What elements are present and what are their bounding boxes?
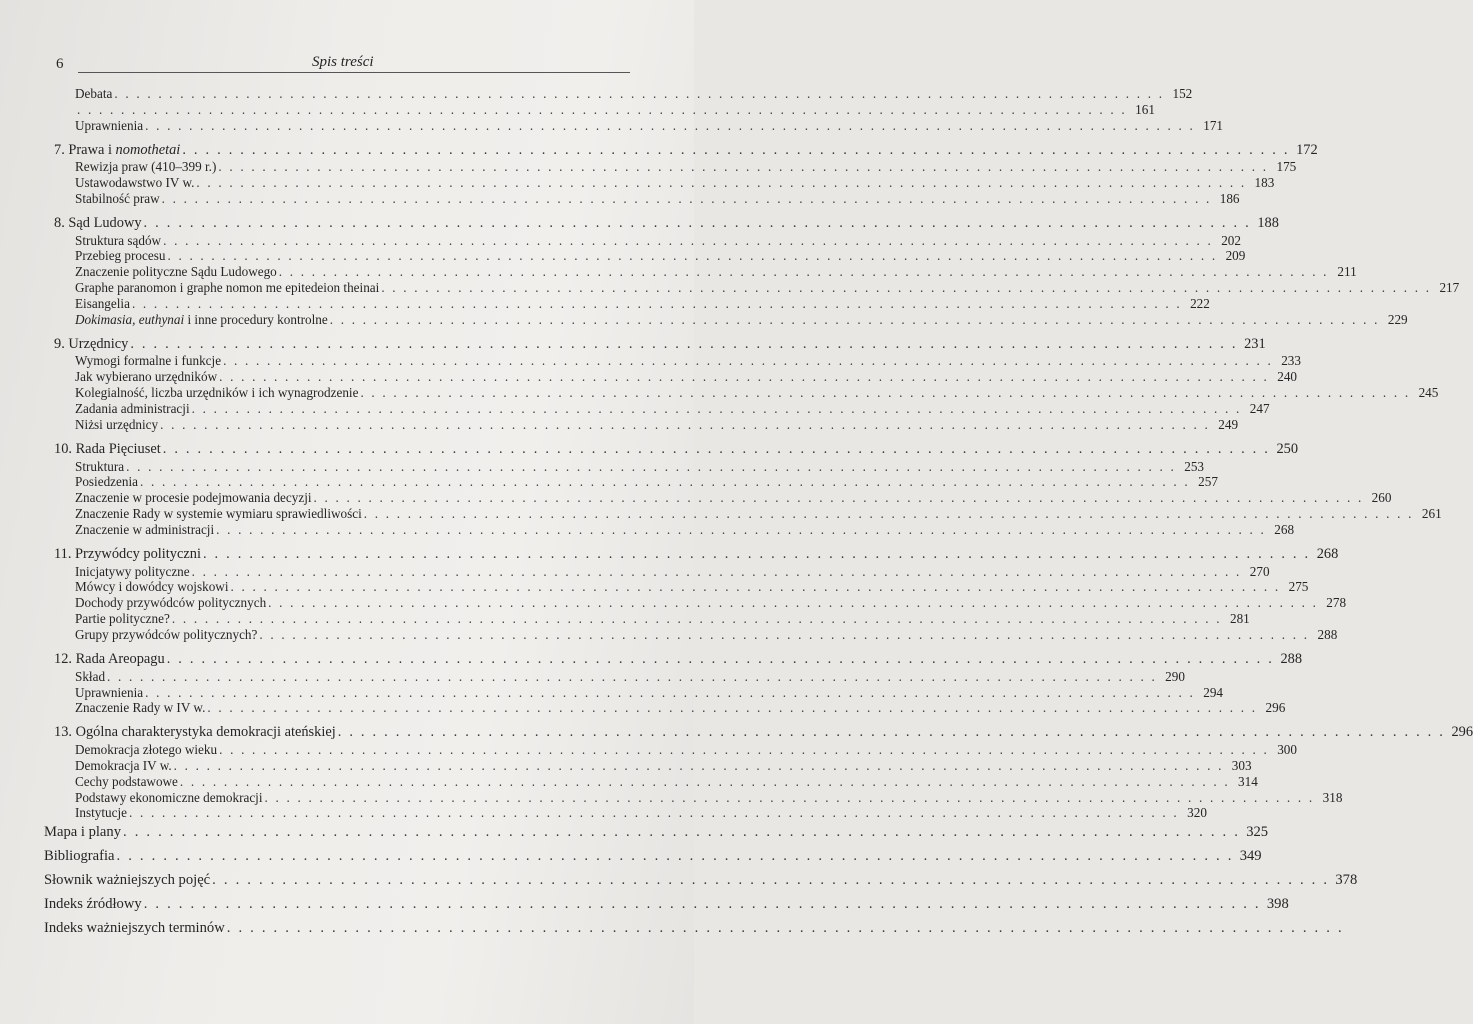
toc-entry — [44, 611, 1250, 627]
leader-dots: . . . . . . . . . . . . . . . . . . . . . . . . . . . . . . . . . . . . . . . . . . . . . . . . . . . . . . . . . . . . . . . . . . . . . . . . . . . . . . . . . . . . . . . . . . . . . . . . — [219, 369, 1269, 385]
section-gap — [44, 716, 632, 724]
toc-entry-label: Grupy przywódców politycznych? — [75, 627, 258, 643]
section-gap — [44, 433, 632, 441]
toc-entry-label-part: 7. Prawa i — [54, 141, 116, 158]
toc-entry-label: Bibliografia — [44, 848, 115, 865]
header-title: Spis treści — [312, 54, 374, 70]
leader-dots: . . . . . . . . . . . . . . . . . . . . . . . . . . . . . . . . . . . . . . . . . . . . . . . . . . . . . . . . . . . . . . . . . . . . . . . . . . . . . . . . . . . . . . . . . . . . . . . . — [163, 232, 1213, 248]
toc-entry-page: 294 — [1203, 684, 1224, 700]
toc-entry-page: 152 — [1172, 86, 1193, 101]
toc-entry-page: 217 — [1439, 280, 1460, 296]
toc-entry-page: 260 — [1371, 490, 1392, 506]
toc-entry-label: Rewizja praw (410–399 r.) — [75, 159, 217, 175]
toc-entry-label: Wymogi formalne i funkcje — [75, 353, 222, 369]
leader-dots: . . . . . . . . . . . . . . . . . . . . . . . . . . . . . . . . . . . . . . . . . . . . . . . . . . . . . . . . . . . . . . . . . . . . . . . . . . . . . . . . . . . . . . . . . . . . . . . . — [131, 296, 1182, 312]
leader-dots: . . . . . . . . . . . . . . . . . . . . . . . . . . . . . . . . . . . . . . . . . . . . . . . . . . . . . . . . . . . . . . . . . . . . . . . . . . . . . . . . . . . . . . . . . . . . . . . . — [116, 848, 1234, 865]
leader-dots: . . . . . . . . . . . . . . . . . . . . . . . . . . . . . . . . . . . . . . . . . . . . . . . . . . . . . . . . . . . . . . . . . . . . . . . . . . . . . . . . . . . . . . . . . . . . . . . . — [143, 895, 1261, 912]
toc-entry — [44, 474, 1218, 490]
toc-entry-page: 247 — [1249, 401, 1270, 417]
toc-entry — [44, 296, 1210, 312]
toc-entry — [44, 353, 1301, 369]
toc-entry-label-part: i inne procedury kontrolne — [184, 311, 328, 327]
leader-dots: . . . . . . . . . . . . . . . . . . . . . . . . . . . . . . . . . . . . . . . . . . . . . . . . . . . . . . . . . . . . . . . . . . . . . . . . . . . . . . . . . . . . . . . . . . . . . . . . — [107, 668, 1157, 684]
toc-entry — [44, 789, 1343, 806]
leader-dots: . . . . . . . . . . . . . . . . . . . . . . . . . . . . . . . . . . . . . . . . . . . . . . . . . . . . . . . . . . . . . . . . . . . . . . . . . . . . . . . . . . . . . . . . . . . . . . . . — [230, 579, 1281, 595]
toc-entry-page: 300 — [1277, 741, 1297, 757]
leader-dots: . . . . . . . . . . . . . . . . . . . . . . . . . . . . . . . . . . . . . . . . . . . . . . . . . . . . . . . . . . . . . . . . . . . . . . . . . . . . . . . . . . . . . . . . . . . . . . . . — [126, 458, 1176, 474]
leader-dots: . . . . . . . . . . . . . . . . . . . . . . . . . . . . . . . . . . . . . . . . . . . . . . . . . . . . . . . . . . . . . . . . . . . . . . . . . . . . . . . . . . . . . . . . . . . . . . . . — [196, 175, 1247, 191]
leader-dots: . . . . . . . . . . . . . . . . . . . . . . . . . . . . . . . . . . . . . . . . . . . . . . . . . . . . . . . . . . . . . . . . . . . . . . . . . . . . . . . . . . . . . . . . . . . . . . . . — [167, 248, 1218, 264]
toc-entry-label: Demokracja złotego wieku — [75, 741, 218, 757]
toc-entry — [44, 757, 1252, 774]
toc-entry-label: Dochody przywódców politycznych — [75, 595, 267, 611]
section-gap — [44, 134, 632, 142]
toc-entry-label: 9. Urzędnicy — [54, 335, 129, 352]
toc-entry-label: Słownik ważniejszych pojęć — [44, 871, 211, 888]
toc-entry — [44, 86, 1193, 102]
toc-entry-page: 171 — [1203, 117, 1224, 133]
toc-entry-label: Eisangelia — [75, 296, 130, 312]
toc-entry-page: 320 — [1187, 805, 1207, 821]
header-rule — [78, 72, 630, 73]
toc-entry-page: 296 — [1451, 724, 1473, 741]
toc-entry-label: Jak wybierano urzędników — [75, 369, 218, 385]
toc-entry — [44, 700, 1286, 716]
toc-entry-label: 13. Ogólna charakterystyka demokracji ateńskiej — [54, 724, 336, 741]
leader-dots: . . . . . . . . . . . . . . . . . . . . . . . . . . . . . . . . . . . . . . . . . . . . . . . . . . . . . . . . . . . . . . . . . . . . . . . . . . . . . . . . . . . . . . . . . . . . . . . . — [264, 789, 1315, 805]
leader-dots: . . . . . . . . . . . . . . . . . . . . . . . . . . . . . . . . . . . . . . . . . . . . . . . . . . . . . . . . . . . . . . . . . . . . . . . . . . . . . . . . . . . . . . . . . . . . . . . . — [337, 724, 1446, 741]
leader-dots: . . . . . . . . . . . . . . . . . . . . . . . . . . . . . . . . . . . . . . . . . . . . . . . . . . . . . . . . . . . . . . . . . . . . . . . . . . . . . . . . . . . . . . . . . . . . . . . . — [207, 700, 1258, 716]
toc-entry — [44, 369, 1297, 385]
toc-entry — [44, 385, 1439, 401]
toc-entry-label: Niżsi urzędnicy — [75, 417, 159, 433]
toc-entry-page: 188 — [1257, 214, 1279, 231]
toc-entry-label: 11. Przywódcy polityczni — [54, 545, 201, 562]
toc-entry-page: 296 — [1265, 700, 1286, 716]
section-gap — [44, 538, 632, 546]
toc-entry-page: 268 — [1316, 545, 1339, 562]
toc-entry-page: 398 — [1266, 895, 1289, 912]
leader-dots: . . . . . . . . . . . . . . . . . . . . . . . . . . . . . . . . . . . . . . . . . . . . . . . . . . . . . . . . . . . . . . . . . . . . . . . . . . . . . . . . . . . . . . . . . . . . . . . . — [143, 214, 1251, 231]
toc-entry — [44, 741, 1297, 758]
toc-entry-label: Znaczenie w administracji — [75, 522, 215, 538]
toc-entry — [44, 141, 1318, 160]
leader-dots: . . . . . . . . . . . . . . . . . . . . . . . . . . . . . . . . . . . . . . . . . . . . . . . . . . . . . . . . . . . . . . . . . . . . . . . . . . . . . . . . . . . . . . . . . . . . . . . . — [160, 417, 1211, 433]
leader-dots: . . . . . . . . . . . . . . . . . . . . . . . . . . . . . . . . . . . . . . . . . . . . . . . . . . . . . . . . . . . . . . . . . . . . . . . . . . . . . . . . . . . . . . . . . . . . . . . . — [360, 385, 1411, 401]
toc-entry-label-part: Dokimasia, euthynai — [75, 311, 185, 327]
leader-dots: . . . . . . . . . . . . . . . . . . . . . . . . . . . . . . . . . . . . . . . . . . . . . . . . . . . . . . . . . . . . . . . . . . . . . . . . . . . . . . . . . . . . . . . . . . . . . . . . — [182, 141, 1290, 158]
leader-dots: . . . . . . . . . . . . . . . . . . . . . . . . . . . . . . . . . . . . . . . . . . . . . . . . . . . . . . . . . . . . . . . . . . . . . . . . . . . . . . . . . . . . . . . . . . . . . . . . — [218, 159, 1269, 175]
toc-entry-page: 278 — [1326, 595, 1347, 611]
toc-entry-page: 281 — [1229, 611, 1250, 627]
toc-entry — [44, 280, 1460, 296]
toc-entry — [44, 627, 1338, 643]
toc-entry-label — [44, 142, 180, 160]
toc-entry-page: 175 — [1276, 159, 1297, 175]
toc-entry — [44, 490, 1392, 506]
toc-entry-label: Znaczenie Rady w systemie wymiaru sprawiedliwości — [75, 506, 362, 522]
toc-entry — [44, 522, 1295, 538]
header-page-number: 6 — [56, 56, 64, 72]
running-header — [50, 52, 630, 74]
toc-entry-page: 378 — [1335, 871, 1358, 888]
leader-dots: . . . . . . . . . . . . . . . . . . . . . . . . . . . . . . . . . . . . . . . . . . . . . . . . . . . . . . . . . . . . . . . . . . . . . . . . . . . . . . . . . . . . . . . . . . . . . . . . — [129, 805, 1179, 821]
section-gap — [44, 207, 632, 215]
leader-dots: . . . . . . . . . . . . . . . . . . . . . . . . . . . . . . . . . . . . . . . . . . . . . . . . . . . . . . . . . . . . . . . . . . . . . . . . . . . . . . . . . . . . . . . . . . . . . . . . — [363, 506, 1414, 522]
toc-entry-page: 249 — [1218, 417, 1239, 433]
toc-entry-page: 268 — [1274, 522, 1295, 538]
toc-entry — [44, 311, 1408, 328]
toc-entry-label: Posiedzenia — [75, 474, 138, 490]
toc-entry-page: 172 — [1296, 141, 1318, 158]
toc-entry-label: Stabilność praw — [75, 191, 160, 207]
toc-entry — [44, 651, 1303, 669]
leader-dots: . . . . . . . . . . . . . . . . . . . . . . . . . . . . . . . . . . . . . . . . . . . . . . . . . . . . . . . . . . . . . . . . . . . . . . . . . . . . . . . . . . . . . . . . . . . . . . . . — [191, 401, 1242, 417]
leader-dots: . . . . . . . . . . . . . . . . . . . . . . . . . . . . . . . . . . . . . . . . . . . . . . . . . . . . . . . . . . . . . . . . . . . . . . . . . . . . . . . . . . . . . . . . . . . . . . . . — [191, 563, 1242, 579]
toc-entry-page: 318 — [1322, 789, 1343, 805]
toc-entry-page: 186 — [1219, 191, 1240, 207]
leader-dots: . . . . . . . . . . . . . . . . . . . . . . . . . . . . . . . . . . . . . . . . . . . . . . . . . . . . . . . . . . . . . . . . . . . . . . . . . . . . . . . . . . . . . . . . . . . . . . . . — [77, 101, 1127, 117]
leader-dots: . . . . . . . . . . . . . . . . . . . . . . . . . . . . . . . . . . . . . . . . . . . . . . . . . . . . . . . . . . . . . . . . . . . . . . . . . . . . . . . . . . . . . . . . . . . . . . . . — [216, 522, 1267, 538]
toc-entry — [44, 869, 1358, 893]
toc-entry — [44, 232, 1241, 249]
leader-dots: . . . . . . . . . . . . . . . . . . . . . . . . . . . . . . . . . . . . . . . . . . . . . . . . . . . . . . . . . . . . . . . . . . . . . . . . . . . . . . . . . . . . . . . . . . . . . . . . — [202, 545, 1311, 562]
toc-entry-label: 8. Sąd Ludowy — [54, 214, 142, 231]
leader-dots: . . . . . . . . . . . . . . . . . . . . . . . . . . . . . . . . . . . . . . . . . . . . . . . . . . . . . . . . . . . . . . . . . . . . . . . . . . . . . . . . . . . . . . . . . . . . . . . . — [259, 627, 1310, 643]
toc-entry-label: Znaczenie Rady w IV w. — [75, 700, 206, 716]
leader-dots: . . . . . . . . . . . . . . . . . . . . . . . . . . . . . . . . . . . . . . . . . . . . . . . . . . . . . . . . . . . . . . . . . . . . . . . . . . . . . . . . . . . . . . . . . . . . . . . . — [166, 651, 1275, 668]
toc-entry — [44, 773, 1258, 790]
toc-entry-label: Partie polityczne? — [75, 611, 170, 627]
leader-dots: . . . . . . . . . . . . . . . . . . . . . . . . . . . . . . . . . . . . . . . . . . . . . . . . . . . . . . . . . . . . . . . . . . . . . . . . . . . . . . . . . . . . . . . . . . . . . . . . — [268, 595, 1319, 611]
toc-entry — [44, 805, 1207, 821]
toc-entry-label: Inicjatywy polityczne — [75, 563, 190, 579]
toc-entry — [44, 595, 1347, 611]
leader-dots: . . . . . . . . . . . . . . . . . . . . . . . . . . . . . . . . . . . . . . . . . . . . . . . . . . . . . . . . . . . . . . . . . . . . . . . . . . . . . . . . . . . . . . . . . . . . . . . . — [278, 264, 1329, 280]
toc-entry-label: Indeks źródłowy — [44, 895, 142, 912]
toc-entry-label: Indeks ważniejszych terminów — [44, 919, 225, 936]
leader-dots: . . . . . . . . . . . . . . . . . . . . . . . . . . . . . . . . . . . . . . . . . . . . . . . . . . . . . . . . . . . . . . . . . . . . . . . . . . . . . . . . . . . . . . . . . . . . . . . . — [145, 684, 1196, 700]
leader-dots: . . . . . . . . . . . . . . . . . . . . . . . . . . . . . . . . . . . . . . . . . . . . . . . . . . . . . . . . . . . . . . . . . . . . . . . . . . . . . . . . . . . . . . . . . . . . . . . . — [223, 353, 1273, 369]
leader-dots: . . . . . . . . . . . . . . . . . . . . . . . . . . . . . . . . . . . . . . . . . . . . . . . . . . . . . . . . . . . . . . . . . . . . . . . . . . . . . . . . . . . . . . . . . . . . . . . . — [212, 871, 1330, 888]
toc-entry-label: Instytucje — [75, 805, 128, 821]
toc-entry-page: 211 — [1337, 264, 1357, 280]
toc-entry-page: 270 — [1249, 563, 1270, 579]
toc-entry-page: 261 — [1421, 506, 1442, 522]
toc-entry-label: Struktura sądów — [75, 232, 162, 248]
toc-entry-label: Znaczenie polityczne Sądu Ludowego — [75, 264, 277, 280]
toc-entry — [44, 335, 1266, 354]
toc-entry — [44, 264, 1357, 280]
toc-entry — [44, 545, 1339, 564]
toc-entry — [44, 845, 1262, 869]
toc-entry — [44, 579, 1309, 595]
leader-dots: . . . . . . . . . . . . . . . . . . . . . . . . . . . . . . . . . . . . . . . . . . . . . . . . . . . . . . . . . . . . . . . . . . . . . . . . . . . . . . . . . . . . . . . . . . . . . . . . — [226, 919, 1344, 936]
toc-entry — [44, 175, 1275, 191]
toc-entry-page: 257 — [1198, 474, 1218, 490]
toc-entry-page: 288 — [1317, 627, 1338, 643]
toc-entry-page: 240 — [1277, 369, 1297, 385]
toc-entry-label — [44, 312, 328, 328]
toc-entry — [44, 684, 1224, 701]
section-gap — [44, 328, 632, 336]
toc-entry-label: Uprawnienia — [75, 684, 144, 700]
toc-entry — [44, 417, 1239, 433]
toc-entry-page: 183 — [1254, 175, 1275, 191]
leader-dots: . . . . . . . . . . . . . . . . . . . . . . . . . . . . . . . . . . . . . . . . . . . . . . . . . . . . . . . . . . . . . . . . . . . . . . . . . . . . . . . . . . . . . . . . . . . . . . . . — [114, 86, 1165, 101]
toc-entry-page: 250 — [1276, 440, 1299, 457]
section-gap — [44, 643, 632, 651]
toc-entry — [44, 893, 1289, 917]
toc-entry — [44, 440, 1299, 459]
toc-entry — [44, 563, 1270, 580]
toc-entry-page: 349 — [1239, 848, 1262, 865]
toc-entry — [44, 668, 1185, 685]
toc-entry-page: 202 — [1221, 232, 1241, 248]
toc-entry — [44, 401, 1270, 417]
leader-dots: . . . . . . . . . . . . . . . . . . . . . . . . . . . . . . . . . . . . . . . . . . . . . . . . . . . . . . . . . . . . . . . . . . . . . . . . . . . . . . . . . . . . . . . . . . . . . . . . — [130, 335, 1238, 352]
leader-dots: . . . . . . . . . . . . . . . . . . . . . . . . . . . . . . . . . . . . . . . . . . . . . . . . . . . . . . . . . . . . . . . . . . . . . . . . . . . . . . . . . . . . . . . . . . . . . . . . — [123, 824, 1241, 841]
toc-entry-label: Graphe paranomon i graphe nomon me epitedeion theinai — [75, 280, 380, 296]
toc-entry-page: 233 — [1281, 353, 1301, 369]
toc-entry — [44, 724, 1473, 742]
toc-entry-page: 222 — [1190, 296, 1210, 312]
table-of-contents — [44, 86, 1473, 940]
leader-dots: . . . . . . . . . . . . . . . . . . . . . . . . . . . . . . . . . . . . . . . . . . . . . . . . . . . . . . . . . . . . . . . . . . . . . . . . . . . . . . . . . . . . . . . . . . . . . . . . — [140, 474, 1190, 490]
toc-entry-page: 314 — [1238, 773, 1258, 789]
toc-entry-page: 231 — [1244, 335, 1266, 352]
toc-entry — [44, 248, 1246, 264]
toc-entry — [44, 917, 1344, 941]
toc-entry-label: Debata — [75, 86, 113, 101]
leader-dots: . . . . . . . . . . . . . . . . . . . . . . . . . . . . . . . . . . . . . . . . . . . . . . . . . . . . . . . . . . . . . . . . . . . . . . . . . . . . . . . . . . . . . . . . . . . . . . . . — [381, 280, 1432, 296]
toc-entry-page: 288 — [1280, 651, 1303, 668]
toc-entry-page: 245 — [1418, 385, 1439, 401]
toc-entry-label: Mówcy i dowódcy wojskowi — [75, 579, 229, 595]
toc-entry-page: 303 — [1231, 757, 1252, 773]
toc-entry — [44, 506, 1442, 522]
leader-dots: . . . . . . . . . . . . . . . . . . . . . . . . . . . . . . . . . . . . . . . . . . . . . . . . . . . . . . . . . . . . . . . . . . . . . . . . . . . . . . . . . . . . . . . . . . . . . . . . — [219, 741, 1269, 757]
toc-entry-label: Kolegialność, liczba urzędników i ich wynagrodzenie — [75, 385, 359, 401]
leader-dots: . . . . . . . . . . . . . . . . . . . . . . . . . . . . . . . . . . . . . . . . . . . . . . . . . . . . . . . . . . . . . . . . . . . . . . . . . . . . . . . . . . . . . . . . . . . . . . . . — [329, 311, 1380, 327]
toc-entry-label: Cechy podstawowe — [75, 773, 178, 789]
toc-entry-page: 209 — [1225, 248, 1246, 264]
toc-entry-page: 325 — [1246, 824, 1269, 841]
toc-entry — [44, 117, 1224, 134]
toc-entry-label-part: nomothetai — [115, 141, 181, 158]
leader-dots: . . . . . . . . . . . . . . . . . . . . . . . . . . . . . . . . . . . . . . . . . . . . . . . . . . . . . . . . . . . . . . . . . . . . . . . . . . . . . . . . . . . . . . . . . . . . . . . . — [179, 773, 1230, 789]
toc-entry-label: Uprawnienia — [75, 117, 144, 133]
toc-entry-label: Zadania administracji — [75, 401, 190, 417]
leader-dots: . . . . . . . . . . . . . . . . . . . . . . . . . . . . . . . . . . . . . . . . . . . . . . . . . . . . . . . . . . . . . . . . . . . . . . . . . . . . . . . . . . . . . . . . . . . . . . . . — [173, 757, 1224, 773]
toc-entry-label: Znaczenie w procesie podejmowania decyzji — [75, 490, 312, 506]
toc-entry-label: 12. Rada Areopagu — [54, 651, 165, 668]
toc-entry-label: Przebieg procesu — [75, 248, 166, 264]
toc-entry — [44, 458, 1204, 475]
toc-entry-page: 253 — [1184, 458, 1204, 474]
toc-entry — [44, 821, 1269, 845]
toc-entry-label: Mapa i plany — [44, 824, 122, 841]
leader-dots: . . . . . . . . . . . . . . . . . . . . . . . . . . . . . . . . . . . . . . . . . . . . . . . . . . . . . . . . . . . . . . . . . . . . . . . . . . . . . . . . . . . . . . . . . . . . . . . . — [161, 191, 1212, 207]
toc-entry — [44, 101, 1155, 118]
toc-entry-label: Podstawy ekonomiczne demokracji — [75, 789, 263, 805]
toc-entry — [44, 159, 1297, 175]
toc-entry-label: Demokracja IV w. — [75, 757, 172, 773]
toc-entry-page: 275 — [1288, 579, 1309, 595]
leader-dots: . . . . . . . . . . . . . . . . . . . . . . . . . . . . . . . . . . . . . . . . . . . . . . . . . . . . . . . . . . . . . . . . . . . . . . . . . . . . . . . . . . . . . . . . . . . . . . . . — [171, 611, 1222, 627]
toc-entry-label: Struktura — [75, 458, 125, 474]
toc-entry — [44, 214, 1279, 233]
toc-entry-page: 290 — [1165, 668, 1185, 684]
leader-dots: . . . . . . . . . . . . . . . . . . . . . . . . . . . . . . . . . . . . . . . . . . . . . . . . . . . . . . . . . . . . . . . . . . . . . . . . . . . . . . . . . . . . . . . . . . . . . . . . — [145, 117, 1196, 133]
toc-entry-label: 10. Rada Pięciuset — [54, 440, 161, 457]
toc-entry-label: Ustawodawstwo IV w. — [75, 175, 195, 191]
toc-entry — [44, 191, 1240, 207]
toc-entry-page: 229 — [1387, 311, 1408, 327]
toc-entry-page: 161 — [1135, 101, 1155, 117]
leader-dots: . . . . . . . . . . . . . . . . . . . . . . . . . . . . . . . . . . . . . . . . . . . . . . . . . . . . . . . . . . . . . . . . . . . . . . . . . . . . . . . . . . . . . . . . . . . . . . . . — [162, 440, 1271, 457]
leader-dots: . . . . . . . . . . . . . . . . . . . . . . . . . . . . . . . . . . . . . . . . . . . . . . . . . . . . . . . . . . . . . . . . . . . . . . . . . . . . . . . . . . . . . . . . . . . . . . . . — [313, 490, 1364, 506]
toc-entry-label: Skład — [75, 668, 106, 684]
